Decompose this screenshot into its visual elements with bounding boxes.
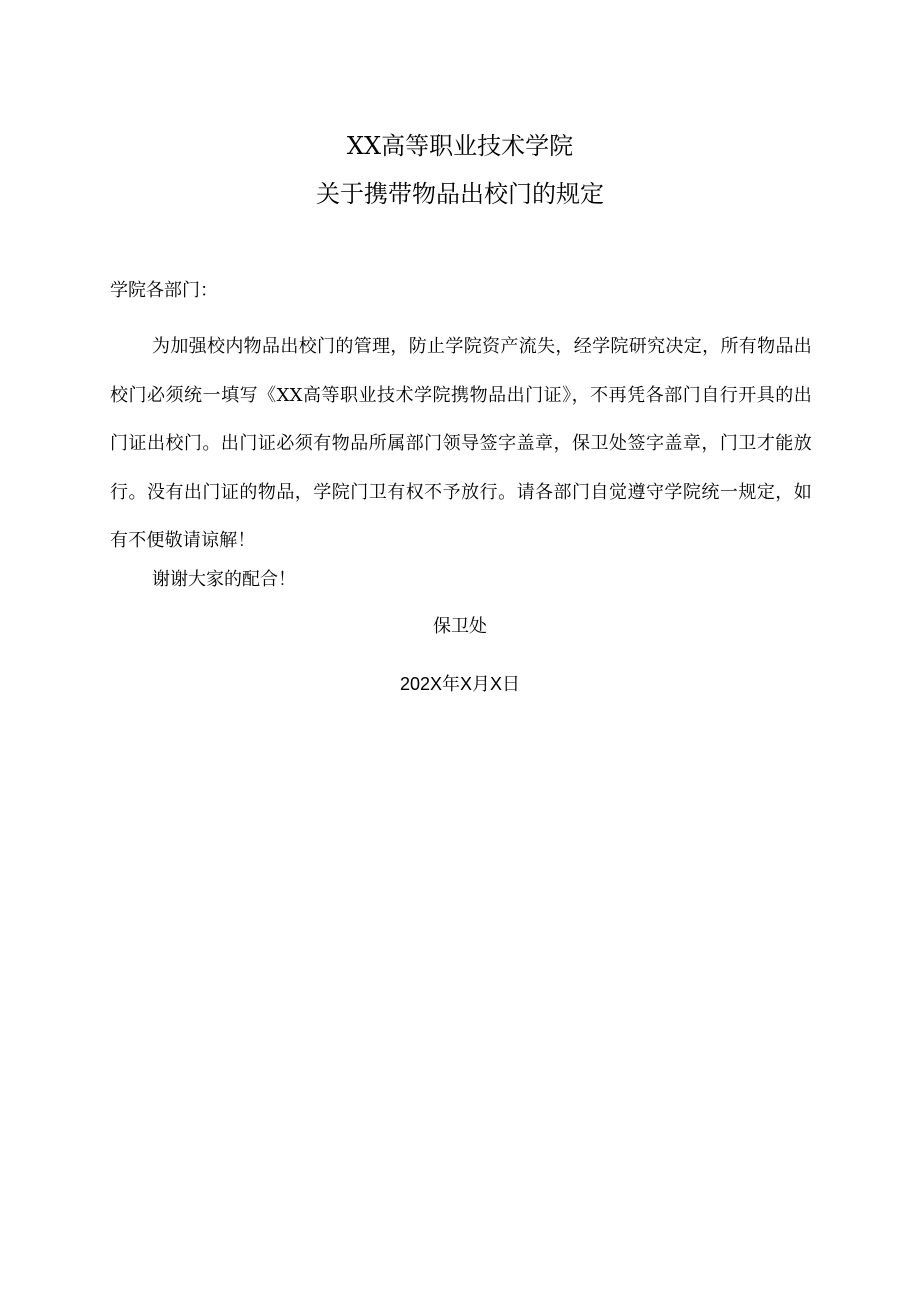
body-paragraph: 为加强校内物品出校门的管理，防止学院资产流失，经学院研究决定，所有物品出校门必须统一填写《XX高等职业技术学院携物品出门证》，不再凭各部门自行开具的出门证出校门。出门证必须有物品所属部门领导签字盖章，保卫处签字盖章，门卫才能放行。没有出门证的物品，学院门卫有权不予放行。请各部门自觉遵守学院统一规定，如有不便敬请谅解！ (110, 336, 812, 551)
salutation: 学院各部门： (110, 280, 218, 301)
signer: 保卫处 (433, 616, 487, 637)
document-title-line-2: 关于携带物品出校门的规定 (316, 180, 604, 208)
issue-date: 202X年X月X日 (399, 674, 521, 694)
document-title-line-1: XX高等职业技术学院 (346, 132, 574, 160)
thanks-line: 谢谢大家的配合！ (152, 569, 296, 590)
